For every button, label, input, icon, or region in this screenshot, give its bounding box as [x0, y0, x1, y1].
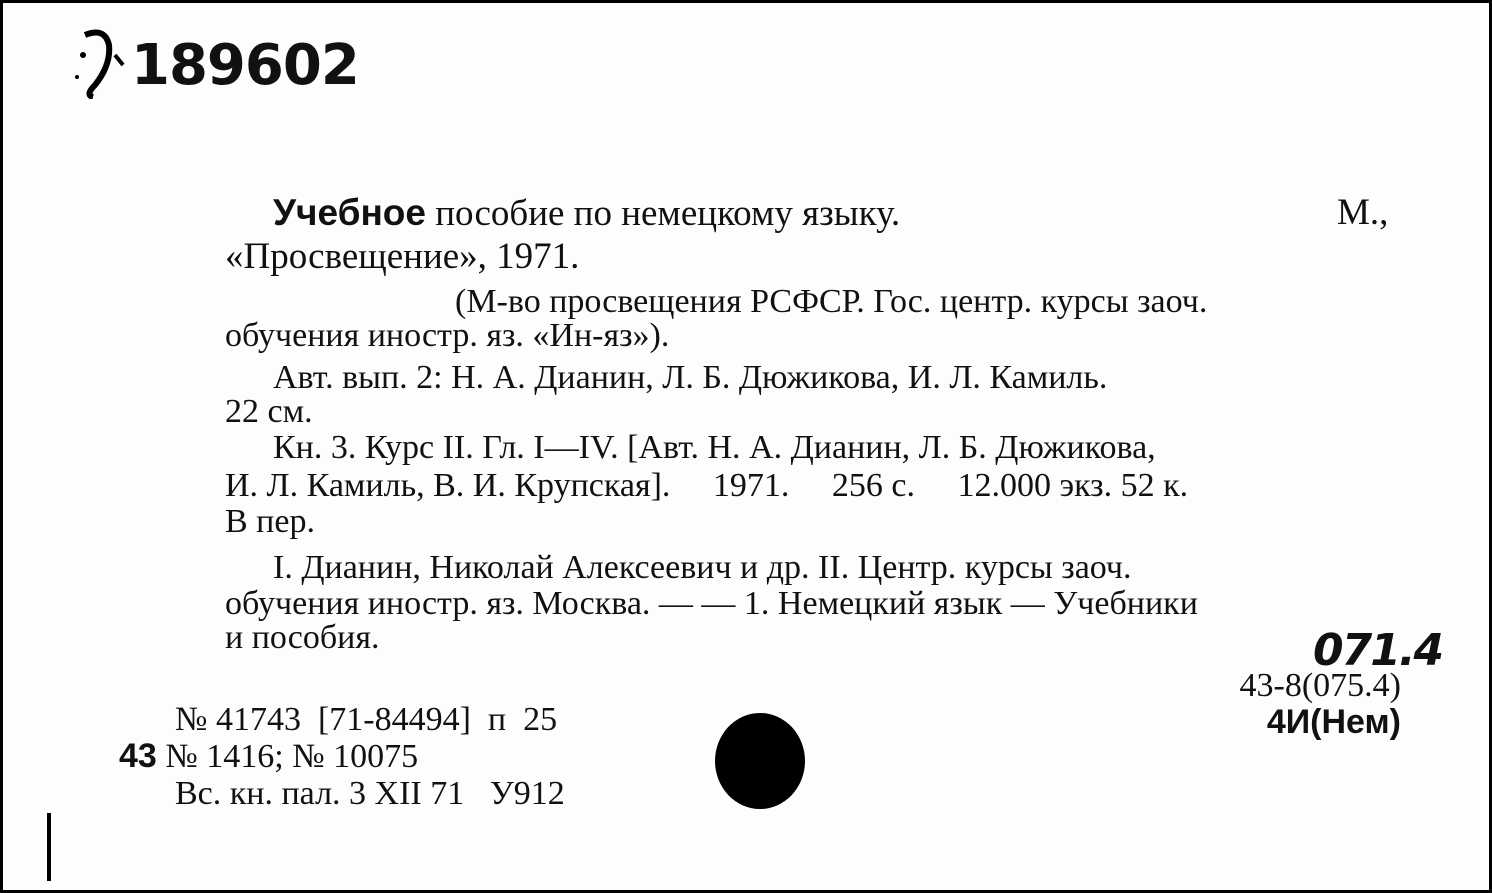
authors-line-2: 22 см.	[225, 393, 313, 430]
authors-line-1: Авт. вып. 2: Н. А. Дианин, Л. Б. Дюжикова, И. Л. Камиль.	[273, 359, 1108, 396]
publisher-line: «Просвещение», 1971.	[225, 236, 580, 277]
handwritten-code: 071.4	[1313, 625, 1443, 676]
book-line-1: Кн. 3. Курс II. Гл. I—IV. [Авт. Н. А. Дианин, Л. Б. Дюжикова,	[273, 429, 1156, 466]
classification-2: 4И(Нем)	[1266, 703, 1401, 741]
title-line	[273, 193, 900, 234]
index-line-3: и пособия.	[225, 619, 380, 656]
note-line-2: обучения иностр. яз. «Ин-яз»).	[225, 317, 670, 354]
punch-hole	[715, 713, 805, 809]
reg-line-3: Вс. кн. пал. 3 XII 71 У912	[175, 775, 565, 812]
title-rest: пособие по немецкому языку.	[425, 193, 901, 234]
card-number: 189602	[131, 33, 359, 98]
reg-line-2-text: № 1416; № 10075	[165, 738, 419, 775]
index-line-1: I. Дианин, Николай Алексеевич и др. II. Центр. курсы заоч.	[273, 549, 1132, 586]
edge-mark	[47, 813, 51, 881]
book-line-3: В пер.	[225, 503, 315, 540]
place: М.,	[1337, 192, 1389, 233]
note-line-1: (М-во просвещения РСФСР. Гос. центр. курсы заоч.	[455, 283, 1208, 320]
reg-line-2	[119, 737, 418, 776]
reg-line-2-prefix: 43	[119, 737, 157, 775]
reg-line-1: № 41743 [71-84494] п 25	[175, 701, 558, 738]
title-bold: Учебное	[273, 192, 426, 233]
classification-1: 43-8(075.4)	[1239, 667, 1401, 704]
index-line-2: обучения иностр. яз. Москва. — — 1. Немецкий язык — Учебники	[225, 585, 1198, 622]
book-line-2: И. Л. Камиль, В. И. Крупская]. 1971. 256 с. 12.000 экз. 52 к.	[225, 467, 1189, 504]
stamp-scribble-icon	[65, 25, 129, 99]
